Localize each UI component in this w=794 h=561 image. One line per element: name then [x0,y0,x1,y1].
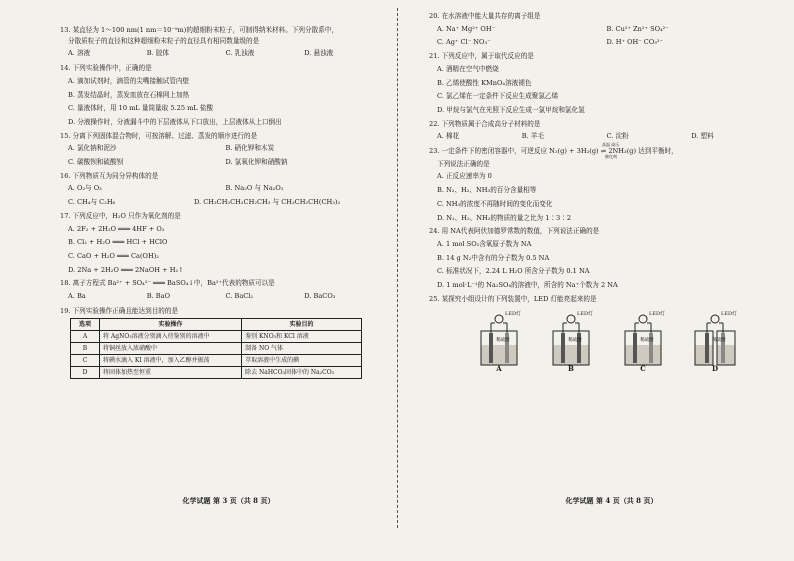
table-header: 实验操作 [100,319,242,331]
question-20 [429,12,776,47]
q20-option-d[interactable]: D. H⁺ OH⁻ CO₃²⁻ [606,38,664,47]
q15-options-row1 [68,144,383,153]
table-cell: 将 AgNO₃溶液分别滴入待鉴别的溶液中 [100,331,242,343]
table-header: 实验目的 [242,319,362,331]
q16-stem: 16. 下列物质互为同分异构体的是 [60,171,159,180]
q22-option-a[interactable]: A. 棉花 [437,132,460,141]
table-header: 选项 [71,319,100,331]
q18-stem: 18. 离子方程式 Ba²⁺ + SO₄²⁻ ═══ BaSO₄↓中，Ba²⁺代表的物质可以是 [60,279,275,288]
q15-option-a[interactable]: A. 氯化钠和泥沙 [68,144,117,153]
q23-option-c[interactable]: C. NH₃的浓度不再随时间的变化而变化 [437,199,553,208]
q22-options [437,132,776,141]
q20-stem: 20. 在水溶液中能大量共存的离子组是 [429,12,541,20]
question-13 [60,26,383,58]
question-14 [60,64,383,127]
q17-option-c[interactable]: C. CaO + H₂O ═══ Ca(OH)₂ [68,251,159,260]
q23-option-a[interactable]: A. 正反应速率为 0 [437,172,492,181]
q24-option-a[interactable]: A. 1 mol SO₂含氧原子数为 NA [437,239,532,248]
table-cell: 将铜丝放入浓硝酸中 [100,343,242,355]
q18-option-d[interactable]: D. BaCO₃ [304,292,336,301]
led-label: LED灯 [577,311,593,318]
q14-option-c[interactable]: C. 量液体时，用 10 mL 量筒量取 5.25 mL 盐酸 [68,104,214,113]
q16-options-row2 [68,198,383,207]
question-15 [60,132,383,167]
q25-stem: 25. 某探究小组设计的下列装置中，LED 灯能亮起来的是 [429,294,597,303]
q16-option-c[interactable]: C. CH₄与 C₂H₆ [68,198,116,207]
q23-sub: 下列说法正确的是 [437,159,490,168]
table-cell: D [71,367,100,379]
apparatus-b[interactable] [535,311,607,373]
q23-stem [429,142,776,160]
q17-option-a[interactable]: A. 2F₂ + 2H₂O ═══ 4HF + O₂ [68,224,165,233]
liquid-label: 稀硫酸 [640,338,654,344]
q22-stem: 22. 下列物质属于合成高分子材料的是 [429,119,541,128]
q22-option-c[interactable]: C. 淀粉 [606,132,629,141]
table-row[interactable] [71,367,362,379]
apparatus-c[interactable] [607,311,679,373]
q14-stem: 14. 下列实验操作中，正确的是 [60,64,152,73]
liquid-label: 稀硫酸 [496,338,510,344]
q18-option-b[interactable]: B. BaO [146,292,170,301]
q15-option-b[interactable]: B. 硝化钾和木炭 [225,144,275,153]
q19-table [70,318,362,379]
table-cell: 制备 NO 气体 [242,343,362,355]
apparatus-label: B [568,364,574,373]
liquid-label: 稀硫酸 [712,338,726,344]
question-24 [429,227,776,290]
q13-stem-line1: 13. 某直径为 1～100 nm(1 nm＝10⁻⁹m)的超细粉末粒子，可制得纳米材料。下列分散系中， [60,26,338,34]
q16-option-d[interactable]: D. CH₃CH₂CH₂CH₂CH₃ 与 CH₃CH₂CH(CH₃)₂ [194,198,341,207]
q21-option-a[interactable]: A. 酒精在空气中燃烧 [437,64,499,73]
apparatus-label: A [496,364,502,373]
table-header-row [71,319,362,331]
table-cell: 萃取溶液中生成的碘 [242,355,362,367]
led-label: LED灯 [721,311,737,318]
q13-options [68,49,383,58]
q21-stem: 21. 下列反应中，属于取代反应的是 [429,52,534,61]
q17-option-b[interactable]: B. Cl₂ + H₂O ═══ HCl + HClO [68,238,168,247]
question-18 [60,279,383,300]
led-label: LED灯 [649,311,665,318]
q23-stem-text: 23. 一定条件下的密闭容器中，可逆反应 N₂(g) + 3H₂(g) ⇌ 2NH₃(g) 达到平衡时， [429,147,678,156]
apparatus-d[interactable] [679,311,751,373]
page-footer-left: 化学试题 第 3 页（共 8 页） [182,495,275,505]
q14-option-d[interactable]: D. 分液操作时，分液漏斗中的下层液体从下口放出，上层液体从上口倒出 [68,117,282,126]
q24-stem: 24. 用 NA代表阿伏加德罗常数的数值，下列说法正确的是 [429,227,600,236]
q23-condition-top: 高温 高压 [602,142,620,148]
q15-option-c[interactable]: C. 碳酸钡和硫酸钡 [68,158,124,167]
table-cell: A [71,331,100,343]
table-cell: 除去 NaHCO₃固体中的 Na₂CO₃ [242,367,362,379]
page-footer-right: 化学试题 第 4 页（共 8 页） [565,495,658,505]
table-row[interactable] [71,355,362,367]
question-25 [429,295,776,373]
q13-stem-line2: 分散质粒子的直径和这种超细粉末粒子的直径具有相同数量级的是 [68,36,260,45]
q14-option-a[interactable]: A. 滴加试剂时，滴管的尖嘴接触试管内壁 [68,76,190,85]
q15-stem: 15. 分离下列固体混合物时，可按溶解、过滤、蒸发的顺序进行的是 [60,131,258,140]
q21-option-b[interactable]: B. 乙烯使酸性 KMnO₄溶液褪色 [437,78,532,87]
q22-option-b[interactable]: B. 羊毛 [521,132,544,141]
q21-option-d[interactable]: D. 甲烷与氯气在光照下反应生成一氯甲烷和氯化氢 [437,105,585,114]
page-4 [397,0,794,561]
table-row[interactable] [71,331,362,343]
question-16 [60,172,383,207]
q17-stem: 17. 下列反应中，H₂O 只作为氧化剂的是 [60,211,181,220]
q16-option-b[interactable]: B. Na₂O 与 Na₂O₂ [225,184,284,193]
table-cell: 鉴别 KNO₃和 KCl 溶液 [242,331,362,343]
apparatus-a[interactable] [463,311,535,373]
question-23 [429,142,776,222]
q19-stem: 19. 下列实验操作正确且能达到目的的是 [60,306,179,315]
question-22 [429,120,776,141]
q23-option-d[interactable]: D. N₂、H₂、NH₃的物质的量之比为 1∶3∶2 [437,213,572,222]
question-21 [429,52,776,115]
q18-option-a[interactable]: A. Ba [68,292,86,301]
q15-options-row2 [68,158,383,167]
table-cell: C [71,355,100,367]
q21-option-c[interactable]: C. 氯乙烯在一定条件下反应生成聚氯乙烯 [437,92,559,101]
q15-option-d[interactable]: D. 氯氧化钾和硝酸钠 [225,158,288,167]
q18-options [68,292,383,301]
q14-option-b[interactable]: B. 蒸发结晶时，蒸发皿放在石棉网上加热 [68,90,190,99]
q16-option-a[interactable]: A. O₂与 O₃ [68,184,102,193]
q23-condition-bottom: 催化剂 [605,154,617,160]
q20-options-row1 [437,25,776,34]
q13-option-b[interactable]: B. 胶体 [146,49,169,58]
q20-options-row2 [437,38,776,47]
q20-option-a[interactable]: A. Na⁺ Mg²⁺ OH⁻ [437,24,496,33]
q16-options-row1 [68,184,383,193]
q17-option-d[interactable]: D. 2Na + 2H₂O ═══ 2NaOH + H₂↑ [68,265,184,274]
led-label: LED灯 [505,311,521,318]
q13-option-c[interactable]: C. 乳浊液 [225,49,255,58]
table-cell: 将碘水滴入 KI 溶液中，加入乙醇并振荡 [100,355,242,367]
liquid-label: 稀硫酸 [568,338,582,344]
q24-option-d[interactable]: D. 1 mol·L⁻¹的 Na₂SO₄的溶液中，所含的 Na⁺个数为 2 NA [437,281,618,290]
q18-option-c[interactable]: C. BaCl₂ [225,292,254,301]
q24-option-c[interactable]: C. 标准状况下，2.24 L H₂O 所含分子数为 0.1 NA [437,267,590,276]
q20-option-c[interactable]: C. Ag⁺ Cl⁻ NO₃⁻ [437,38,491,47]
question-19 [60,307,383,380]
apparatus-label: C [640,364,646,373]
question-17 [60,212,383,275]
apparatus-label: D [711,364,719,373]
q22-option-d[interactable]: D. 塑料 [691,132,714,141]
q23-option-b[interactable]: B. N₂、H₂、NH₃的百分含量相等 [437,186,537,195]
q13-option-a[interactable]: A. 溶液 [68,49,91,58]
q24-option-b[interactable]: B. 14 g N₂中含有的分子数为 0.5 NA [437,253,550,262]
q25-apparatus-row [463,311,776,373]
q13-option-d[interactable]: D. 悬浊液 [304,49,334,58]
q20-option-b[interactable]: B. Cu²⁺ Zn²⁺ SO₄²⁻ [606,24,669,33]
table-row[interactable] [71,343,362,355]
table-cell: 将固体加热至恒重 [100,367,242,379]
table-cell: B [71,343,100,355]
